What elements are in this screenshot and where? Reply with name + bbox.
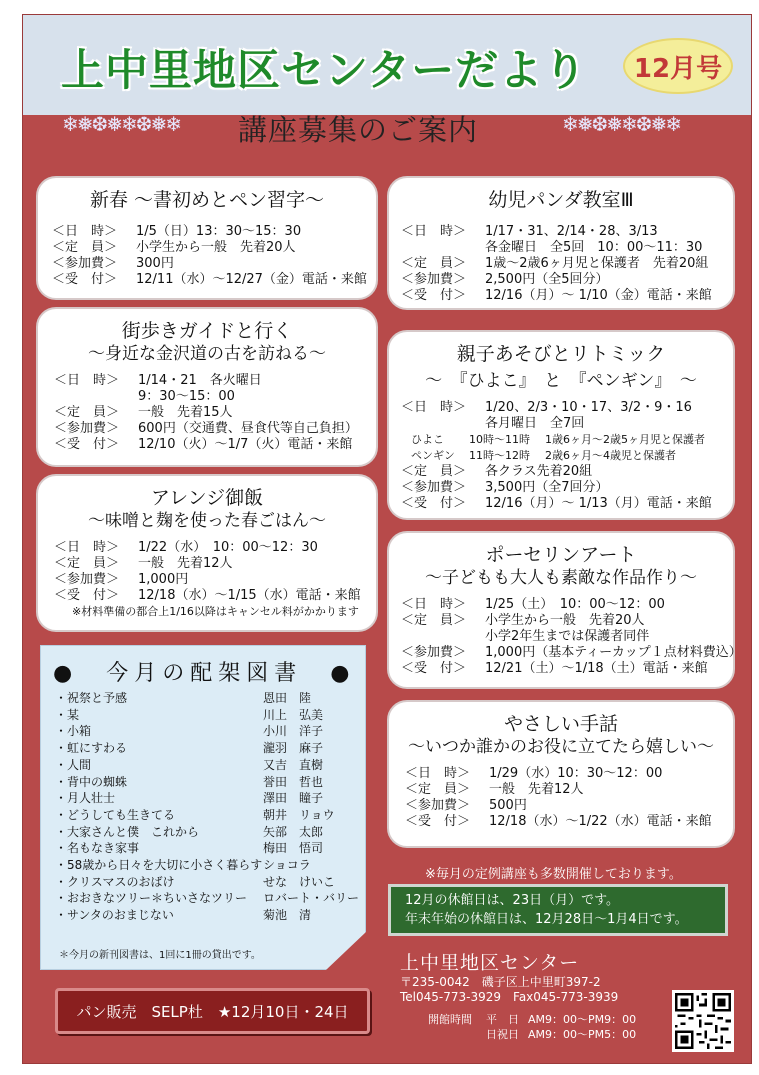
book-row: ・大家さんと僕 これから 矢部 太郎 bbox=[55, 824, 324, 839]
center-contact bbox=[400, 975, 618, 1005]
class-row-penguin: ペンギン 11時～12時 2歳6ヶ月～4歳児と保護者 bbox=[411, 449, 676, 462]
library-panel bbox=[40, 645, 366, 970]
closed-days-line: 年末年始の休館日は、12月28日～1月4日です。 bbox=[405, 912, 688, 927]
course-title: 新春 ～書初めとペン習字～ bbox=[89, 189, 325, 211]
course-row: ＜受 付＞ 12/18（水）～1/22（水）電話・来館 bbox=[405, 814, 712, 829]
course-row: ＜日 時＞ 1/5（日）13：30～15：30 bbox=[52, 224, 302, 239]
course-row: ＜日 時＞ 1/20、2/3・10・17、3/2・9・16 bbox=[401, 400, 692, 415]
book-list bbox=[55, 690, 360, 924]
closed-days-box bbox=[388, 884, 728, 936]
center-phone: Tel045-773-3929 Fax045-773-3939 bbox=[400, 990, 619, 1004]
course-card-shuwa bbox=[387, 700, 735, 848]
course-card-rhythmic bbox=[387, 330, 735, 520]
course-row: ＜受 付＞ 12/10（火）～1/7（火）電話・来館 bbox=[54, 437, 353, 452]
course-subtitle: ～味噌と麹を使った春ごはん～ bbox=[88, 511, 326, 531]
course-row: ＜受 付＞ 12/18（水）～1/15（水）電話・来館 bbox=[54, 588, 361, 603]
regular-course-note: ※毎月の定例講座も多数開催しております。 bbox=[425, 867, 682, 882]
course-row: ＜日 時＞ 1/29（水）10：30～12：00 bbox=[405, 766, 663, 781]
course-row: ＜定 員＞ 一般 先着15人 bbox=[54, 405, 233, 420]
book-row: ・おおきなツリー＊ちいさなツリー ロバート・バリー bbox=[55, 891, 360, 906]
course-card-porcelain bbox=[387, 531, 742, 689]
bread-sale-banner: パン販売 SELP杜 ★12月10日・24日 bbox=[55, 988, 370, 1034]
course-title: アレンジ御飯 bbox=[150, 487, 264, 509]
course-row: ＜参加費＞ 1,000円（基本ティーカップ１点材料費込） bbox=[401, 645, 742, 660]
center-name: 上中里地区センター bbox=[400, 952, 580, 974]
book-row: ・サンタのおまじない 菊池 清 bbox=[55, 908, 312, 923]
course-row: ＜参加費＞ 3,500円（全7回分） bbox=[401, 480, 609, 495]
course-subtitle: ～いつか誰かのお役に立てたら嬉しい～ bbox=[408, 737, 714, 757]
class-row-hiyoko: ひよこ 10時～11時 1歳6ヶ月～2歳5ヶ月児と保護者 bbox=[411, 433, 705, 446]
book-row: ・祝祭と予感 恩田 陸 bbox=[55, 691, 312, 705]
library-note: ＊今月の新刊図書は、1回に1冊の貸出です。 bbox=[59, 950, 261, 961]
course-row: ＜定 員＞ 各クラス先着20組 bbox=[401, 464, 593, 479]
course-title: ポーセリンアート bbox=[485, 544, 637, 566]
book-row: ・クリスマスのおばけ せな けいこ bbox=[55, 874, 336, 889]
course-row: ＜日 時＞ 1/14・21 各火曜日 bbox=[54, 373, 262, 388]
snowflake-decoration-left: ❄❅❆❅❄❆❅❄ bbox=[62, 112, 181, 136]
center-address: 〒235-0042 磯子区上中里町397-2 bbox=[400, 975, 601, 989]
book-row: ・背中の蜘蛛 誉田 哲也 bbox=[55, 774, 324, 789]
course-row: 各月曜日 全7回 bbox=[485, 416, 585, 431]
course-card-shinshun bbox=[36, 176, 378, 300]
course-row: ＜受 付＞ 12/16（月）～ 1/10（金）電話・来館 bbox=[401, 288, 712, 303]
course-row: ＜受 付＞ 12/11（水）～12/27（金）電話・来館 bbox=[52, 272, 367, 287]
course-title: やさしい手話 bbox=[503, 713, 618, 735]
course-row: ＜定 員＞ 小学生から一般 先着20人 bbox=[52, 240, 296, 255]
course-row: ＜定 員＞ 小学生から一般 先着20人 bbox=[401, 613, 645, 628]
course-title: 親子あそびとリトミック bbox=[456, 343, 666, 365]
library-title: ● 今月の配架図書 ● bbox=[53, 661, 356, 686]
book-row: ・人間 又吉 直樹 bbox=[55, 757, 324, 772]
course-title: 幼児パンダ教室Ⅲ bbox=[488, 189, 634, 211]
course-card-panda bbox=[387, 176, 735, 310]
issue-badge: 12月号 bbox=[623, 38, 733, 94]
course-row: ＜日 時＞ 1/25（土） 10：00～12：00 bbox=[401, 597, 665, 612]
book-row: ・月人壮士 澤田 瞳子 bbox=[55, 791, 324, 806]
header bbox=[23, 15, 751, 115]
course-row: ＜参加費＞ 300円 bbox=[52, 256, 174, 271]
course-row: ＜参加費＞ 2,500円（全5回分） bbox=[401, 272, 609, 287]
snowflake-decoration-right: ❄❅❆❅❄❆❅❄ bbox=[562, 112, 681, 136]
book-row: ・58歳から日々を大切に小さく暮らす ショコラ bbox=[55, 858, 311, 873]
course-subtitle: ～ 『ひよこ』 と 『ペンギン』 ～ bbox=[425, 371, 697, 391]
course-row: ＜参加費＞ 1,000円 bbox=[54, 572, 189, 587]
course-row: ＜参加費＞ 600円（交通費、昼食代等自己負担） bbox=[54, 421, 358, 436]
cancellation-note: ※材料準備の都合上1/16以降はキャンセル料がかかります bbox=[72, 605, 359, 618]
course-row: ＜定 員＞ 1歳～2歳6ヶ月児と保護者 先着20組 bbox=[401, 256, 709, 271]
qr-code-icon[interactable] bbox=[672, 990, 734, 1052]
course-row: ＜日 時＞ 1/17・31、2/14・28、3/13 bbox=[401, 224, 658, 239]
course-row: ＜受 付＞ 12/21（土）～1/18（土）電話・来館 bbox=[401, 661, 708, 676]
course-subtitle: ～子どもも大人も素敵な作品作り～ bbox=[425, 568, 697, 588]
book-row: ・小箱 小川 洋子 bbox=[55, 724, 324, 739]
course-row: 各金曜日 全5回 10：00～11：30 bbox=[485, 240, 703, 255]
newsletter-title: 上中里地区センターだより bbox=[61, 46, 588, 96]
course-card-arrange-gohan bbox=[36, 474, 378, 632]
opening-hours bbox=[428, 1012, 636, 1042]
course-title: 街歩きガイドと行く bbox=[121, 320, 293, 342]
course-row: ＜定 員＞ 一般 先着12人 bbox=[54, 556, 233, 571]
closed-days-line: 12月の休館日は、23日（月）です。 bbox=[405, 893, 620, 908]
section-title: 講座募集のご案内 bbox=[238, 113, 479, 147]
course-row: 小学2年生までは保護者同伴 bbox=[485, 629, 650, 644]
course-row: ＜受 付＞ 12/16（月）～ 1/13（月）電話・来館 bbox=[401, 496, 712, 511]
page-curl-decoration bbox=[326, 932, 366, 970]
course-row: ＜日 時＞ 1/22（水） 10：00～12：30 bbox=[54, 540, 318, 555]
course-row: 9：30～15：00 bbox=[138, 389, 235, 404]
course-row: ＜参加費＞ 500円 bbox=[405, 798, 527, 813]
hours-row: 日祝日 AM9：00～PM5：00 bbox=[486, 1028, 637, 1041]
course-row: ＜定 員＞ 一般 先着12人 bbox=[405, 782, 584, 797]
book-row: ・虹にすわる 瀧羽 麻子 bbox=[55, 741, 324, 756]
hours-row: 開館時間 平 日 AM9：00～PM9：00 bbox=[428, 1013, 637, 1026]
book-row: ・某 川上 弘美 bbox=[55, 707, 324, 722]
course-subtitle: ～身近な金沢道の古を訪ねる～ bbox=[88, 344, 326, 364]
course-card-machiaruki bbox=[36, 307, 378, 467]
book-row: ・どうしても生きてる 朝井 リョウ bbox=[55, 807, 335, 822]
book-row: ・名もなき家事 梅田 悟司 bbox=[55, 841, 324, 856]
